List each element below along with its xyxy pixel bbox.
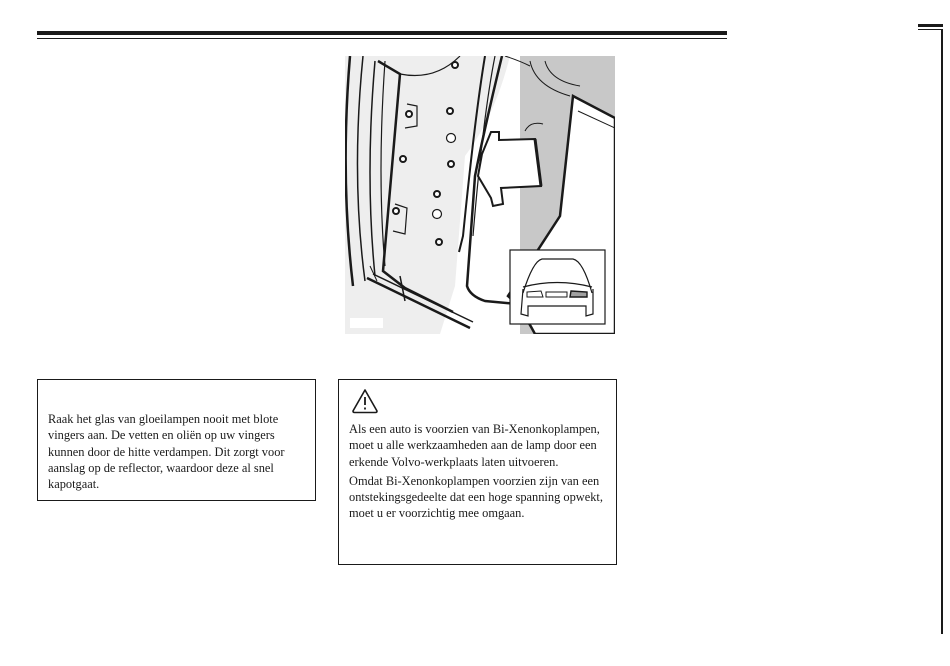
warning-box [338, 379, 617, 565]
warning-triangle-icon [351, 388, 379, 414]
right-page-header-rule-thick [918, 24, 943, 27]
header-rule-thin [37, 38, 727, 39]
car-front-icon [510, 250, 605, 324]
note-box [37, 379, 316, 501]
header-rule-thick [37, 31, 727, 35]
note-text: Raak het glas van gloeilampen nooit met blote vingers aan. De vetten en oliën op uw vingers kunnen door de hitte verdampen. Dit zorgt voor aanslag op de reflector, waardoor deze al snel kapotgaat. [48, 412, 285, 492]
warning-text-1: Als een auto is voorzien van Bi-Xenonkoplampen, moet u alle werkzaamheden aan de lamp door een erkende Volvo-werkplaats laten uitvoeren. [349, 422, 600, 469]
right-page-edge-line [941, 29, 943, 634]
headlamp-illustration [345, 56, 615, 334]
right-page-header-rule-thin [918, 29, 943, 30]
warning-text-2: Omdat Bi-Xenonkoplampen voorzien zijn van een ontstekingsgedeelte dat een hoge spanning opwekt, moet u er voorzichtig mee omgaan. [349, 473, 603, 521]
